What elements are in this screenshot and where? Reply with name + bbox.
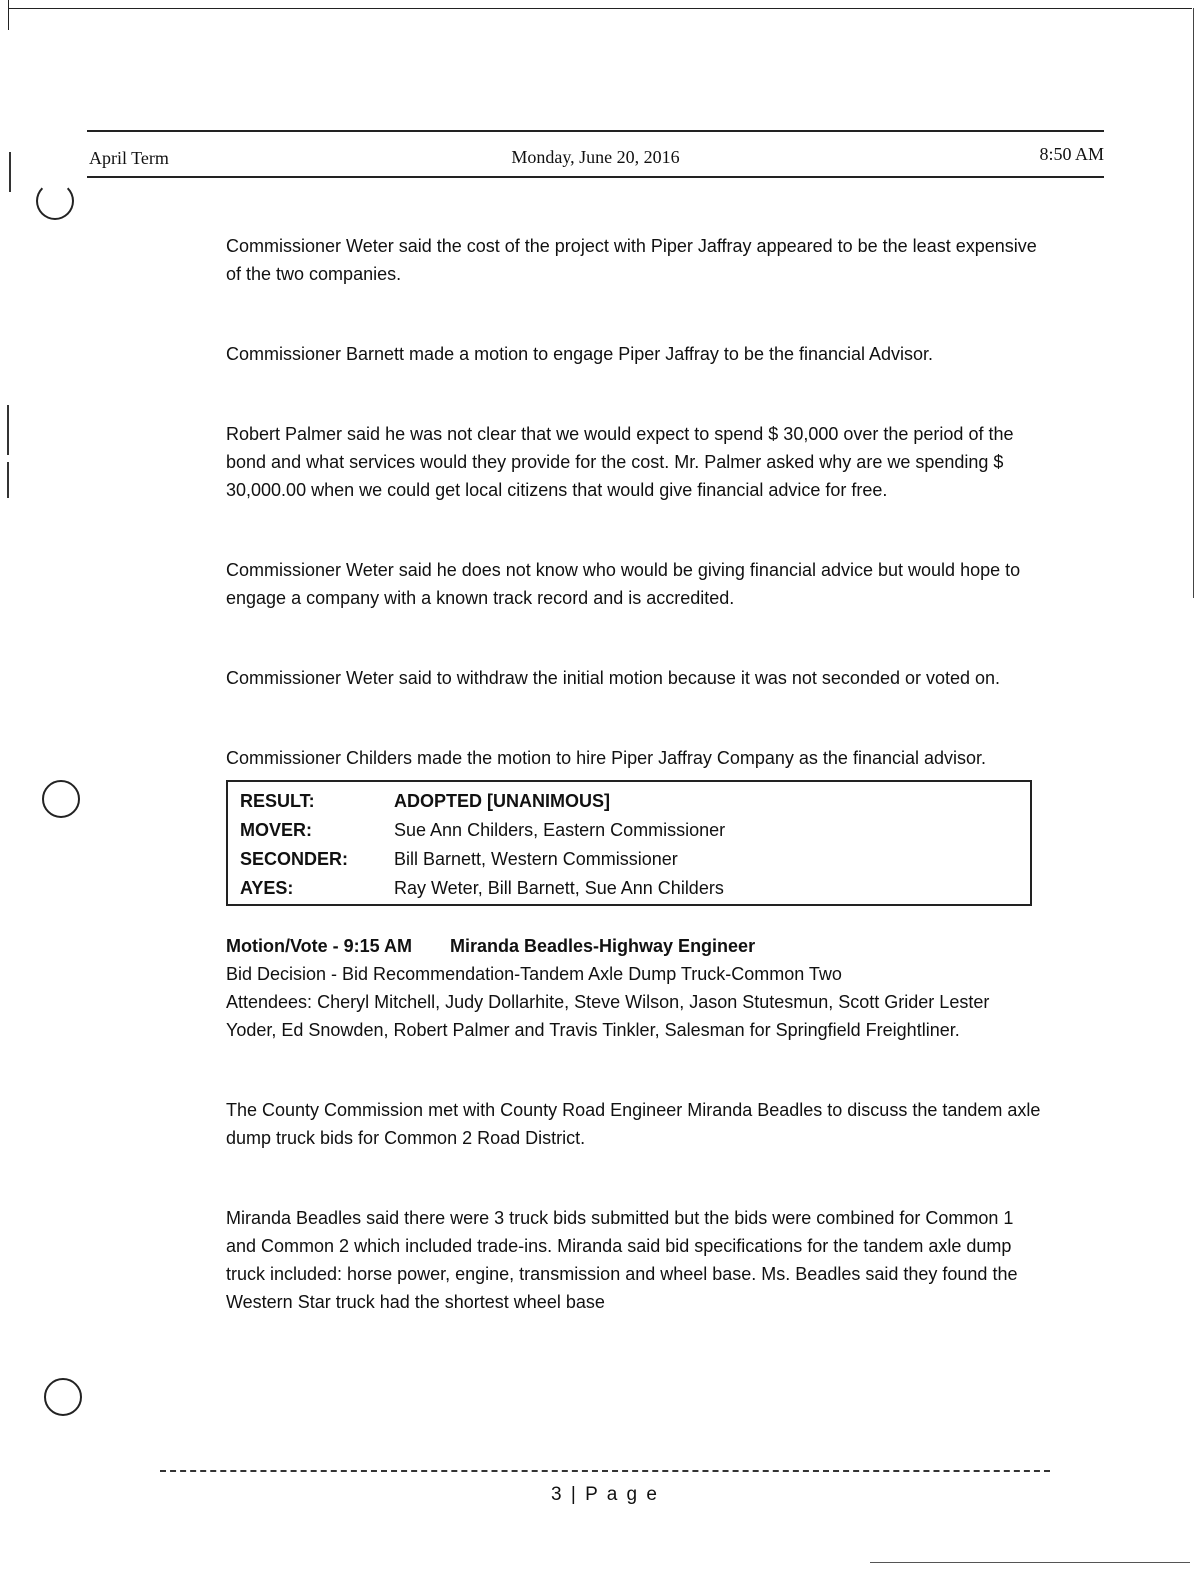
mover-label: MOVER: xyxy=(240,819,312,840)
bid-decision: Bid Decision - Bid Recommendation-Tandem Axle Dump Truck-Common Two xyxy=(226,964,842,984)
footer-rule xyxy=(160,1470,1050,1472)
paragraph: Commissioner Weter said to withdraw the initial motion because it was not seconded or voted on. xyxy=(226,668,1001,688)
header-rule-top xyxy=(87,130,1104,132)
margin-mark xyxy=(9,152,11,192)
seconder-label: SECONDER: xyxy=(240,848,349,869)
mover-value: Sue Ann Childers, Eastern Commissioner xyxy=(394,819,726,840)
page-edge-right xyxy=(1193,8,1194,598)
mover-row xyxy=(240,815,1030,844)
attendees: Attendees: Cheryl Mitchell, Judy Dollarhite, Steve Wilson, Jason Stutesmun, Scott Grider Lester Yoder, Ed Snowden, Robert Palmer and Travis Tinkler, Salesman for Springfield Freightliner. xyxy=(226,992,990,1040)
margin-mark xyxy=(7,462,9,498)
motion-heading: Motion/Vote - 9:15 AM xyxy=(226,936,412,956)
paragraph: Robert Palmer said he was not clear that we would expect to spend $ 30,000 over the period of the bond and what services would they provide for the cost. Mr. Palmer asked why are we spending $ 30,000.00 when we could get local citizens that would give financial advice for free. xyxy=(226,424,1014,500)
paragraph: Commissioner Childers made the motion to hire Piper Jaffray Company as the financial advisor. xyxy=(226,748,987,768)
paragraph: Commissioner Weter said the cost of the project with Piper Jaffray appeared to be the least expensive of the two companies. xyxy=(226,236,1037,284)
paragraph: Commissioner Weter said he does not know who would be giving financial advice but would hope to engage a company with a known track record and is accredited. xyxy=(226,560,1021,608)
result-box xyxy=(226,780,1032,906)
paragraph: The County Commission met with County Road Engineer Miranda Beadles to discuss the tandem axle dump truck bids for Common 2 Road District. xyxy=(226,1100,1041,1148)
punch-hole-bottom xyxy=(44,1378,82,1416)
ayes-row xyxy=(240,873,1030,902)
ayes-value: Ray Weter, Bill Barnett, Sue Ann Childers xyxy=(394,877,724,898)
page-edge-top xyxy=(8,8,1192,9)
seconder-row xyxy=(240,844,1030,873)
seconder-value: Bill Barnett, Western Commissioner xyxy=(394,848,678,869)
motion-engineer: Miranda Beadles-Highway Engineer xyxy=(450,936,756,956)
page-edge-bottom xyxy=(870,1562,1190,1563)
header-date: Monday, June 20, 2016 xyxy=(511,147,680,167)
result-row xyxy=(240,786,1030,815)
page-edge-left xyxy=(8,0,9,30)
punch-hole-middle xyxy=(42,780,80,818)
page-header xyxy=(87,130,1104,178)
header-term: April Term xyxy=(89,148,169,168)
page-number: 3 | P a g e xyxy=(551,1484,659,1505)
punch-hole-top xyxy=(36,182,74,220)
motion-section xyxy=(226,932,1041,1044)
result-value: ADOPTED [UNANIMOUS] xyxy=(394,790,610,811)
margin-mark xyxy=(7,405,9,455)
header-rule-bottom xyxy=(87,176,1104,178)
result-label: RESULT: xyxy=(240,790,315,811)
paragraph: Commissioner Barnett made a motion to engage Piper Jaffray to be the financial Advisor. xyxy=(226,344,934,364)
paragraph: Miranda Beadles said there were 3 truck bids submitted but the bids were combined for Common 1 and Common 2 which included trade-ins. Miranda said bid specifications for the tandem axle dump truck included: horse power, engine, transmission and wheel base. Ms. Beadles said they found the Western Star truck had the shortest wheel base xyxy=(226,1208,1018,1312)
ayes-label: AYES: xyxy=(240,877,294,898)
header-time: 8:50 AM xyxy=(1039,144,1104,164)
document-body xyxy=(226,232,1041,1368)
motion-heading-line xyxy=(226,932,1041,960)
